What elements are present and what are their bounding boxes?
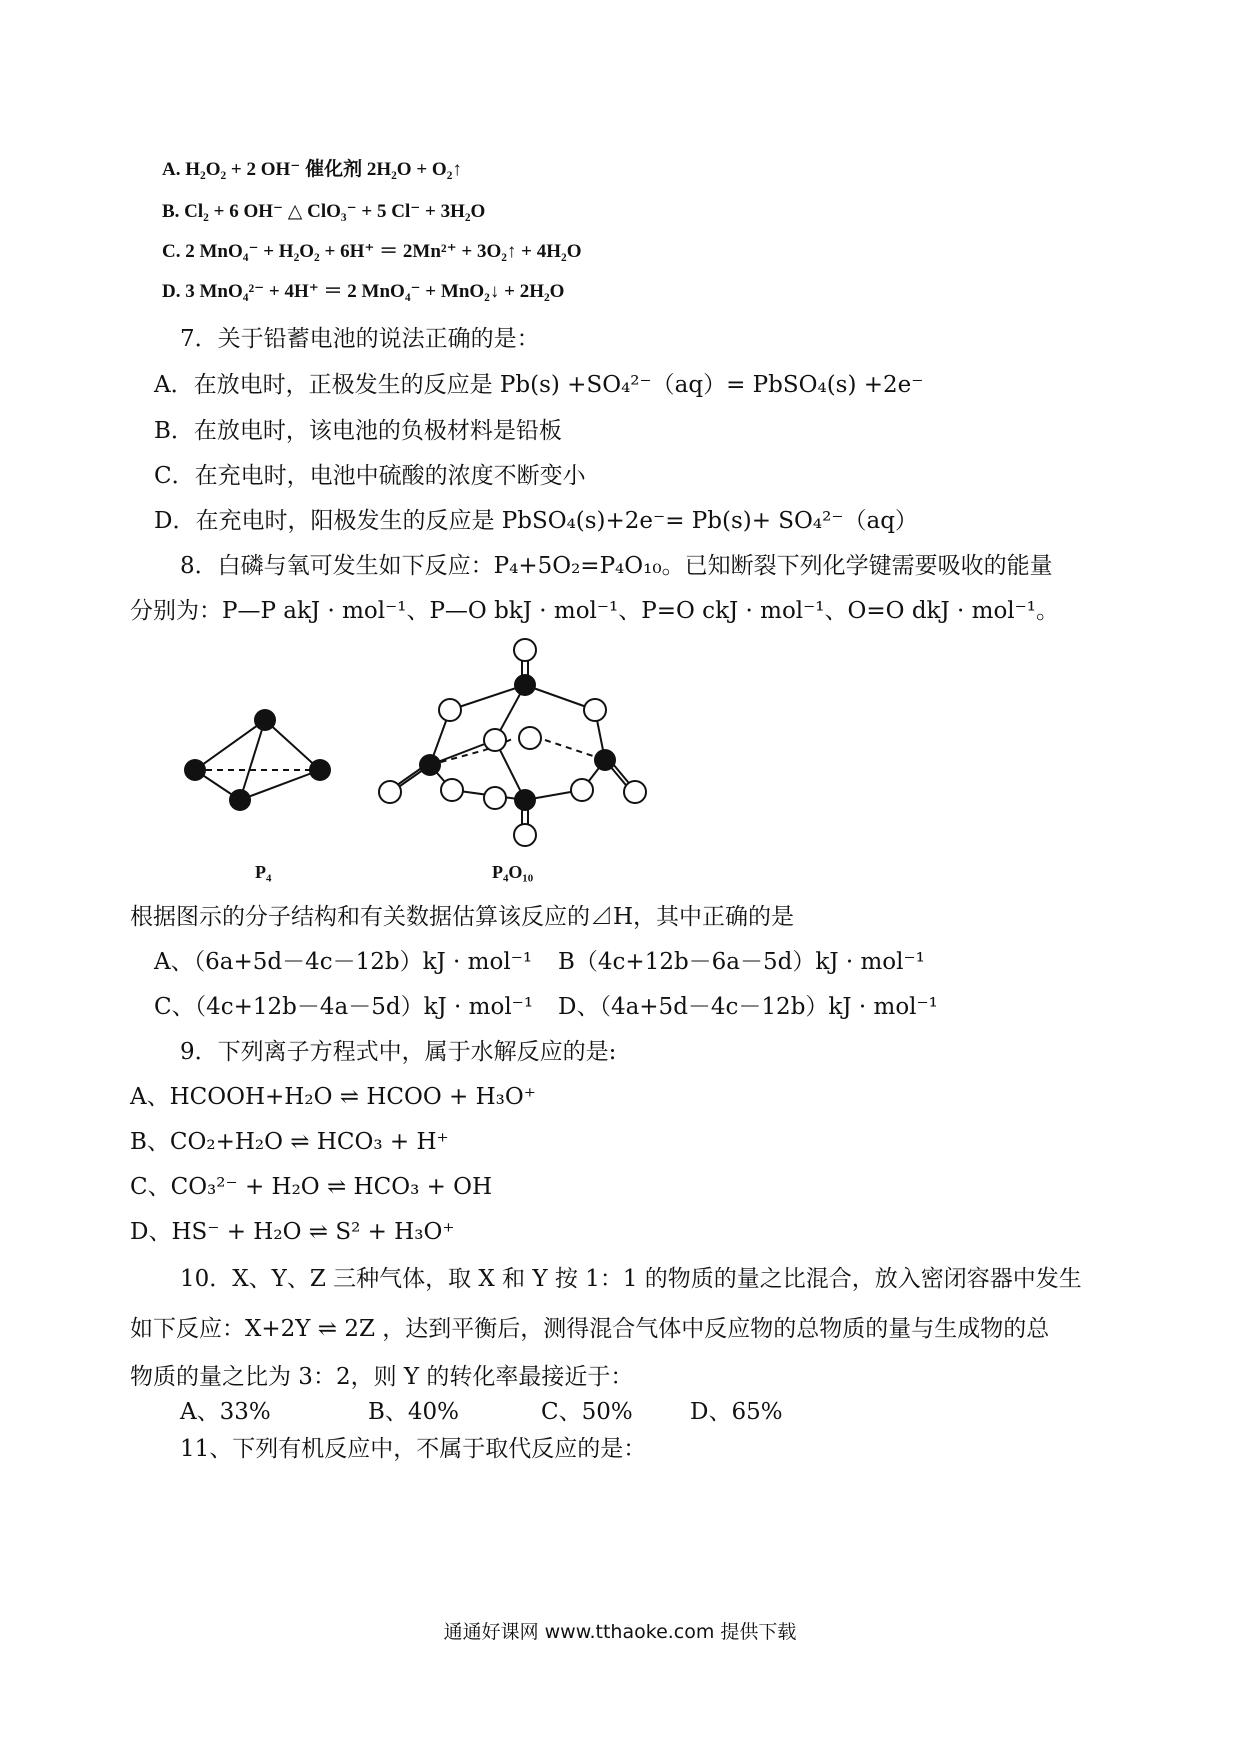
q10-option-b: B、40% — [368, 1399, 460, 1425]
q8-option-c: C、（4c+12b－4a－5d）kJ · mol⁻¹ — [154, 994, 534, 1020]
q9-option-b: B、CO₂+H₂O ⇌ HCO₃ + H⁺ — [130, 1129, 449, 1155]
q10-option-d: D、65% — [690, 1399, 783, 1425]
q10-line2: 如下反应：X+2Y ⇌ 2Z ，达到平衡后，测得混合气体中反应物的总物质的量与生成物的总 — [130, 1316, 1050, 1342]
q8-option-b: B（4c+12b－6a－5d）kJ · mol⁻¹ — [558, 949, 925, 975]
q11-stem: 11、下列有机反应中，不属于取代反应的是： — [180, 1436, 647, 1462]
q8-option-d: D、（4a+5d－4c－12b）kJ · mol⁻¹ — [558, 994, 938, 1020]
q7-option-c: C．在充电时，电池中硫酸的浓度不断变小 — [154, 463, 586, 489]
q8-stem-line1: 8．白磷与氧可发生如下反应：P₄+5O₂=P₄O₁₀。已知断裂下列化学键需要吸收的能量 — [180, 553, 1053, 579]
q6-option-d: D. 3 MnO₄²⁻ + 4H⁺ ＝ 2 MnO₄⁻ + MnO₂↓ + 2H₂O — [162, 281, 565, 302]
q7-stem: 7．关于铅蓄电池的说法正确的是： — [180, 326, 540, 352]
q7-option-d: D．在充电时，阳极发生的反应是 PbSO₄(s)+2e⁻= Pb(s)+ SO₄²⁻（aq） — [154, 508, 918, 534]
q8-question: 根据图示的分子结构和有关数据估算该反应的⊿H，其中正确的是 — [130, 904, 795, 930]
q6-option-a: A. H₂O₂ + 2 OH⁻ 催化剂 2H₂O + O₂↑ — [162, 159, 462, 180]
q9-option-a: A、HCOOH+H₂O ⇌ HCOO + H₃O⁺ — [130, 1084, 536, 1110]
q9-option-d: D、HS⁻ + H₂O ⇌ S² + H₃O⁺ — [130, 1219, 455, 1245]
q8-option-a: A、（6a+5d－4c－12b）kJ · mol⁻¹ — [154, 949, 533, 975]
p4o10-label: P₄O₁₀ — [492, 862, 534, 882]
page-footer: 通通好课网 www.tthaoke.com 提供下载 — [443, 1621, 797, 1643]
q6-option-c: C. 2 MnO₄⁻ + H₂O₂ + 6H⁺ ＝ 2Mn²⁺ + 3O₂↑ + 4H₂O — [162, 241, 582, 262]
q7-option-b: B．在放电时，该电池的负极材料是铅板 — [154, 418, 562, 444]
q9-option-c: C、CO₃²⁻ + H₂O ⇌ HCO₃ + OH — [130, 1174, 493, 1200]
q10-option-c: C、50% — [541, 1399, 633, 1425]
q10-option-a: A、33% — [180, 1399, 271, 1425]
q10-line1: 10．X、Y、Z 三种气体，取 X 和 Y 按 1：1 的物质的量之比混合，放入密闭容器中发生 — [180, 1266, 1082, 1292]
q10-line3: 物质的量之比为 3：2，则 Y 的转化率最接近于： — [130, 1364, 634, 1390]
q7-option-a: A．在放电时，正极发生的反应是 Pb(s) +SO₄²⁻（aq）= PbSO₄(s) +2e⁻ — [154, 372, 924, 398]
p4-label: P₄ — [255, 862, 272, 882]
q8-stem-line2: 分别为：P—P akJ · mol⁻¹、P—O bkJ · mol⁻¹、P=O ckJ · mol⁻¹、O=O dkJ · mol⁻¹。 — [130, 598, 1060, 624]
p4o10-molecule-diagram — [370, 630, 650, 870]
q9-stem: 9．下列离子方程式中，属于水解反应的是: — [180, 1039, 617, 1065]
q6-option-b: B. Cl₂ + 6 OH⁻ △ ClO₃⁻ + 5 Cl⁻ + 3H₂O — [162, 201, 486, 222]
